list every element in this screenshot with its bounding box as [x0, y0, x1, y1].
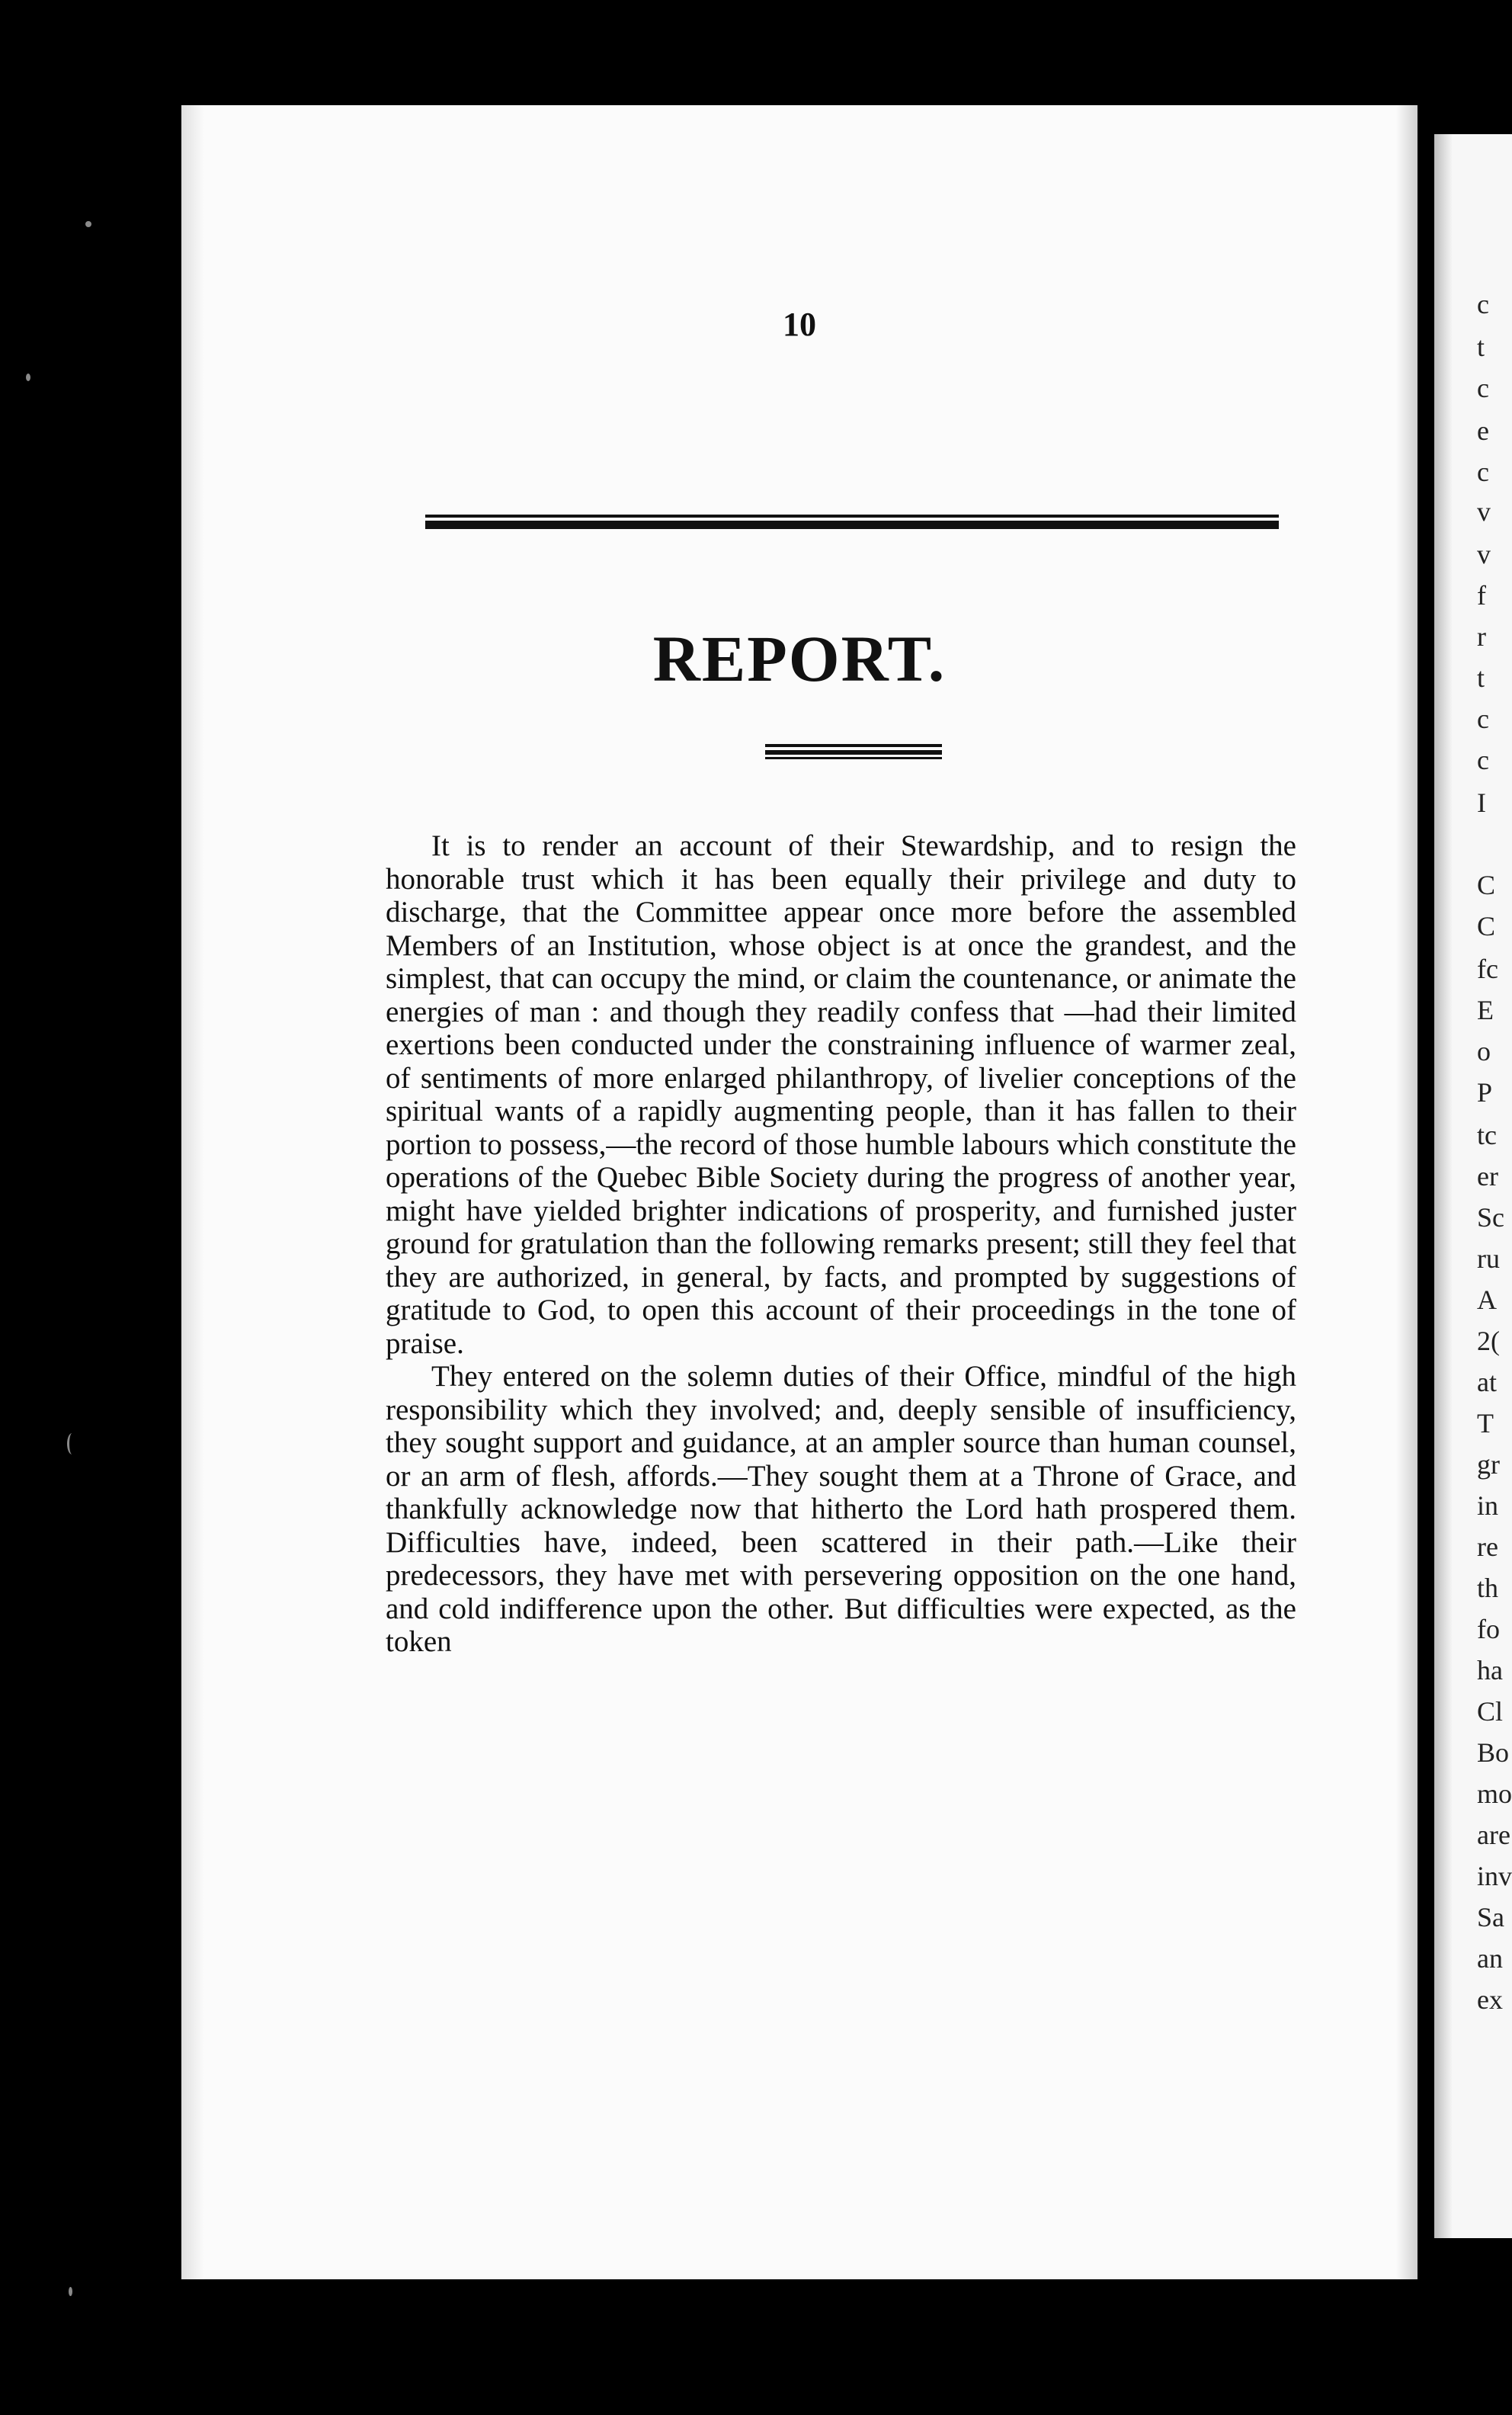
- adjacent-page-fragment: c: [1477, 704, 1489, 734]
- paragraph: They entered on the solemn duties of their Office, mindful of the high responsibility which they involved; and, deeply sensible of insufficiency, they sought support and guidance, at an ampler source than human counsel, or an arm of flesh, affords.—They sought them at a Throne of Grace, and thankfully acknowledge now that hitherto the Lord hath prospered them. Difficulties have, indeed, been scattered in their path.—Like their predecessors, they have met with persevering opposition on the one hand, and cold indifference upon the other. But difficulties were expected, as the token: [386, 1360, 1296, 1658]
- adjacent-page-fragment: fo: [1477, 1614, 1500, 1644]
- adjacent-page-fragment: E: [1477, 995, 1494, 1025]
- adjacent-page-fragment: 2(: [1477, 1326, 1500, 1356]
- adjacent-page-fragment: Sa: [1477, 1902, 1504, 1932]
- adjacent-page-fragment: v: [1477, 539, 1491, 569]
- adjacent-page-fragment: f: [1477, 580, 1486, 611]
- rule-thick-line: [425, 521, 1279, 529]
- adjacent-page-fragment: c: [1477, 289, 1489, 319]
- page-heading: REPORT.: [652, 622, 947, 695]
- rule-line: [765, 750, 942, 755]
- adjacent-page-fragment: fc: [1477, 954, 1498, 984]
- adjacent-page-fragment: tc: [1477, 1120, 1497, 1150]
- page-number: 10: [783, 306, 816, 343]
- heading-ornament-rule: [765, 744, 942, 759]
- adjacent-page-fragment: ha: [1477, 1655, 1503, 1685]
- adjacent-page-fragment: I: [1477, 787, 1486, 818]
- adjacent-page-fragment: ru: [1477, 1243, 1500, 1274]
- page-edge-shadow: [1396, 105, 1418, 2279]
- scan-speck: [69, 2287, 72, 2296]
- adjacent-page-fragment: Bo: [1477, 1737, 1510, 1768]
- adjacent-page-fragment: v: [1477, 496, 1491, 527]
- adjacent-page-fragment: C: [1477, 870, 1496, 900]
- adjacent-page-fragment: an: [1477, 1943, 1503, 1974]
- adjacent-page-fragment: C: [1477, 911, 1496, 941]
- adjacent-page-fragment: Sc: [1477, 1202, 1504, 1233]
- adjacent-page-fragment: inv: [1477, 1861, 1512, 1891]
- adjacent-page-fragment: c: [1477, 745, 1489, 775]
- adjacent-page-fragment: er: [1477, 1161, 1498, 1191]
- adjacent-page-fragment: o: [1477, 1036, 1491, 1066]
- adjacent-page-fragment: re: [1477, 1531, 1498, 1562]
- adjacent-page-fragment: e: [1477, 415, 1489, 446]
- rule-line: [765, 757, 942, 759]
- adjacent-page-fragment: t: [1477, 662, 1485, 693]
- scan-speck: [85, 221, 91, 227]
- adjacent-page-fragment: r: [1477, 621, 1486, 652]
- adjacent-page-fragment: Cl: [1477, 1696, 1504, 1727]
- adjacent-page-fragment: th: [1477, 1573, 1499, 1603]
- adjacent-page-shadow: [1434, 134, 1453, 2238]
- adjacent-page-fragment: gr: [1477, 1449, 1500, 1480]
- scan-speck: [67, 1433, 77, 1454]
- body-text: [386, 829, 1296, 1659]
- adjacent-page-fragment: P: [1477, 1077, 1493, 1108]
- adjacent-page-fragment: at: [1477, 1367, 1497, 1397]
- document-page: [181, 105, 1418, 2279]
- page-binding-shadow: [181, 105, 204, 2279]
- adjacent-page-fragment: ex: [1477, 1984, 1503, 2015]
- adjacent-page-fragment: t: [1477, 332, 1485, 362]
- adjacent-page-fragment: c: [1477, 373, 1489, 403]
- scan-speck: [26, 374, 30, 381]
- paragraph: It is to render an account of their Stewardship, and to resign the honorable trust which it has been equally their privilege and duty to discharge, that the Committee appear once more before the assembled Members of an Institution, whose object is at once the grandest, and the simplest, that can occupy the mind, or claim the countenance, or animate the energies of man : and though they readily confess that —had their limited exertions been conducted under the constraining influence of warmer zeal, of sentiments of more enlarged philanthropy, of livelier conceptions of the spiritual wants of a rapidly augmenting people, than it has fallen to their portion to possess,—the record of those humble labours which constitute the operations of the Quebec Bible Society during the progress of another year, might have yielded brighter indications of prosperity, and furnished juster ground for gratulation than the following remarks present; still they feel that they are authorized, in general, by facts, and prompted by suggestions of gratitude to God, to open this account of their proceedings in the tone of praise.: [386, 829, 1296, 1360]
- adjacent-page-fragment: are: [1477, 1820, 1510, 1850]
- rule-thin-line: [425, 515, 1279, 518]
- top-double-rule: [425, 515, 1279, 529]
- adjacent-page-fragment: in: [1477, 1490, 1499, 1521]
- adjacent-page-fragment: T: [1477, 1408, 1494, 1438]
- rule-line: [765, 744, 942, 747]
- adjacent-page-fragment: c: [1477, 457, 1489, 487]
- adjacent-page-fragment: mo: [1477, 1778, 1512, 1809]
- adjacent-page-edge: [1434, 134, 1512, 2238]
- adjacent-page-fragment: A: [1477, 1284, 1497, 1315]
